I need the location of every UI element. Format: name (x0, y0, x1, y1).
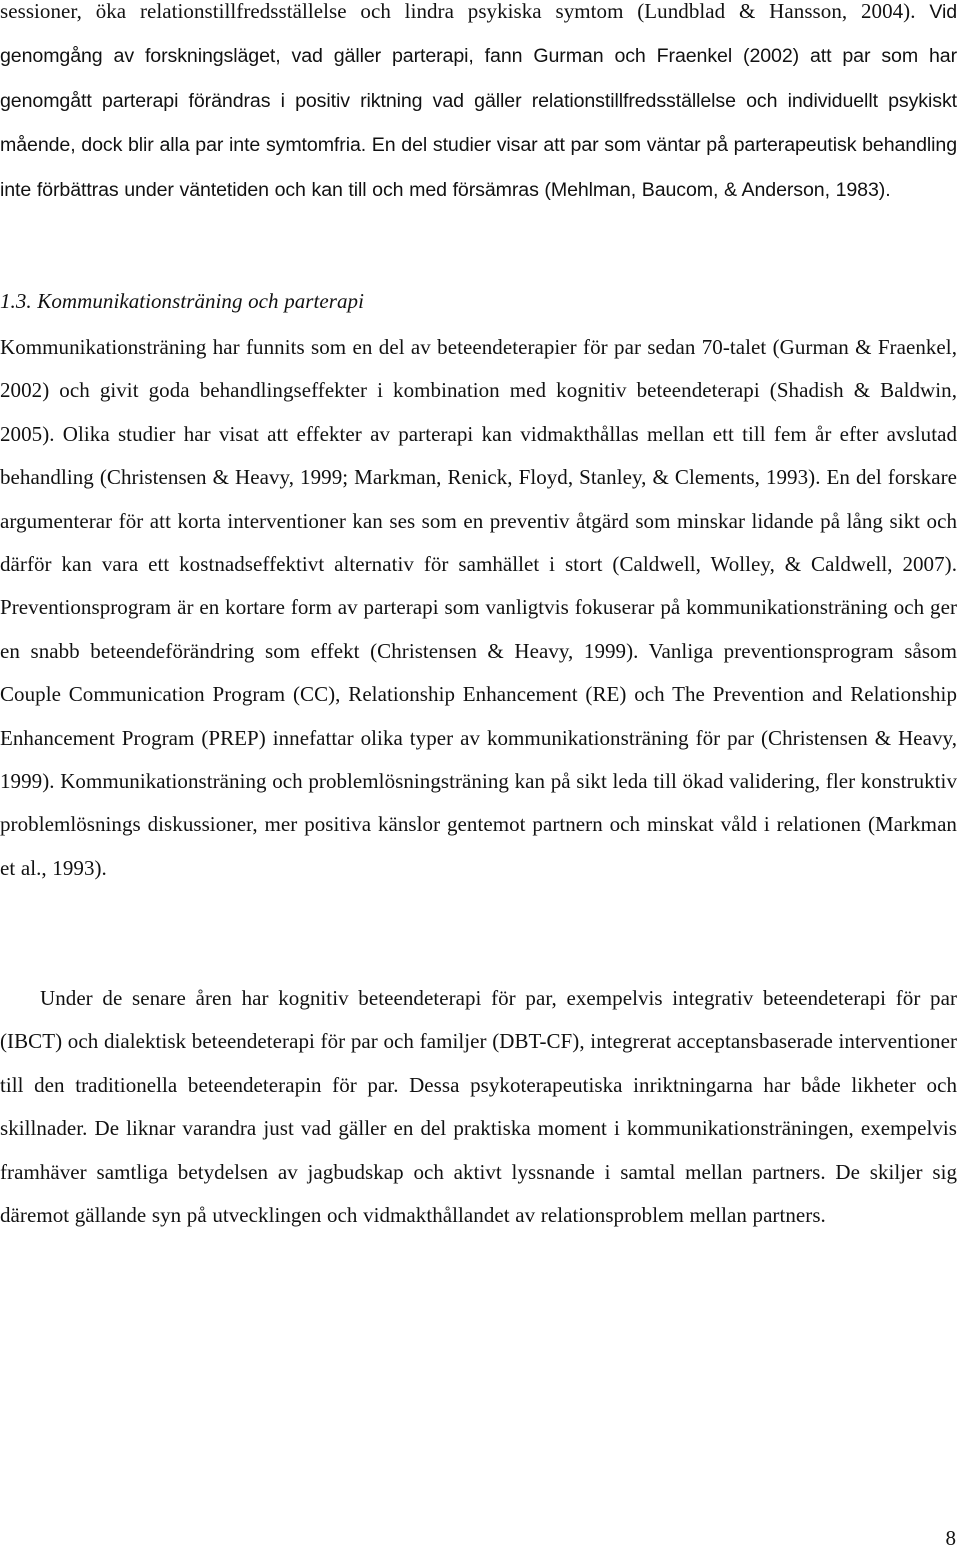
paragraph-intro-lead: sessioner, öka relationstillfredsställelse och lindra psykiska symtom (Lundblad & Hansson, 2004). (0, 0, 930, 23)
paragraph-intro-body: Vid genomgång av forskningsläget, vad gäller parterapi, fann Gurman och Fraenkel (2002) att par som har genomgått parterapi förändras i positiv riktning vad gäller relationstillfredsställelse och individuellt psykiskt mående, dock blir alla par inte symtomfria. En del studier visar att par som väntar på parterapeutisk behandling inte förbättras under väntetiden och kan till och med försämras (Mehlman, Baucom, & Anderson, 1983). (0, 1, 957, 201)
paragraph-intro (0, 0, 957, 212)
page-number: 8 (945, 1526, 956, 1550)
section-heading: 1.3. Kommunikationsträning och parterapi (0, 289, 364, 313)
paragraph-communication-training: Kommunikationsträning har funnits som en del av beteendeterapier för par sedan 70-talet (Gurman & Fraenkel, 2002) och givit goda behandlingseffekter i kombination med kognitiv beteendeterapi (Shadish & Baldwin, 2005). Olika studier har visat att effekter av parterapi kan vidmakthållas mellan ett till fem år efter avslutad behandling (Christensen & Heavy, 1999; Markman, Renick, Floyd, Stanley, & Clements, 1993). En del forskare argumenterar för att korta interventioner kan ses som en preventiv åtgärd som minskar lidande på lång sikt och därför kan vara ett kostnadseffektivt alternativ för samhället i stort (Caldwell, Wolley, & Caldwell, 2007). Preventionsprogram är en kortare form av parterapi som vanligtvis fokuserar på kommunikationsträning och ger en snabb beteendeförändring som effekt (Christensen & Heavy, 1999). Vanliga preventionsprogram såsom Couple Communication Program (CC), Relationship Enhancement (RE) och The Prevention and Relationship Enhancement Program (PREP) innefattar olika typer av kommunikationsträning för par (Christensen & Heavy, 1999). Kommunikationsträning och problemlösningsträning kan på sikt leda till ökad validering, fler konstruktiv problemlösnings diskussioner, mer positiva känslor gentemot partnern och minskat våld i relationen (Markman et al., 1993). (0, 335, 957, 880)
paragraph-behaviour-therapy: Under de senare åren har kognitiv beteendeterapi för par, exempelvis integrativ beteendeterapi för par (IBCT) och dialektisk beteendeterapi för par och familjer (DBT-CF), integrerat acceptansbaserade interventioner till den traditionella beteendeterapin för par. Dessa psykoterapeutiska inriktningarna har både likheter och skillnader. De liknar varandra just vad gäller en del praktiska moment i kommunikationsträningen, exempelvis framhäver samtliga betydelsen av jagbudskap och aktivt lyssnande i samtal mellan partners. De skiljer sig däremot gällande syn på utvecklingen och vidmakthållandet av relationsproblem mellan partners. (0, 986, 957, 1228)
